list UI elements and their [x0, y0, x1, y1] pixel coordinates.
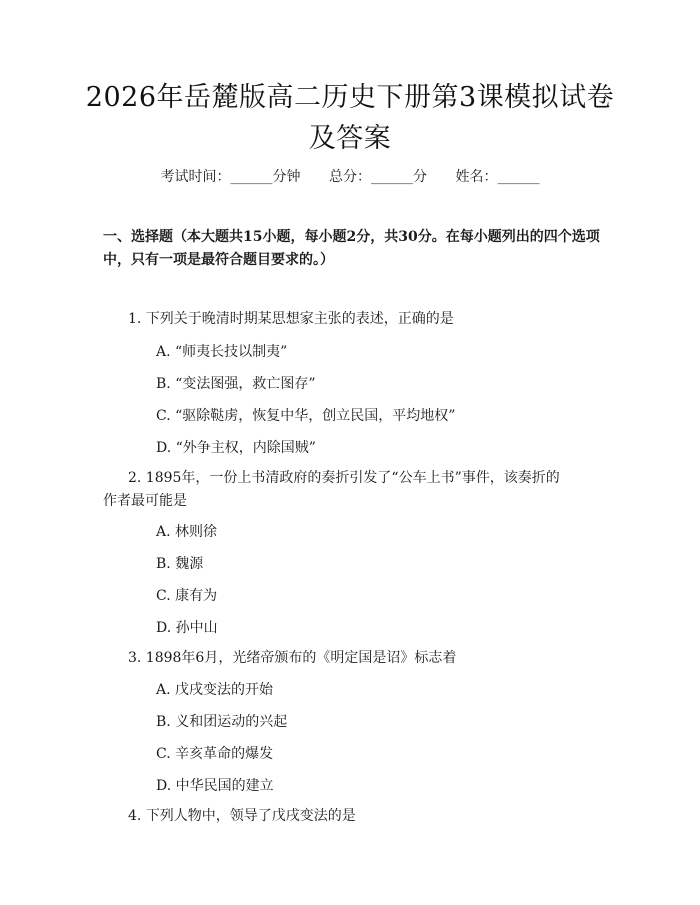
- section-heading: 一、选择题（本大题共15小题，每小题2分，共30分。在每小题列出的四个选项中，只有一项是最符合题目要求的。）: [103, 229, 600, 268]
- student-name-field: 姓名：______: [455, 169, 540, 185]
- question-3-option-c: C. 辛亥革命的爆发: [156, 746, 274, 762]
- question-3-option-b: B. 义和团运动的兴起: [156, 714, 288, 730]
- exam-time-field: 考试时间：______分钟: [160, 169, 301, 185]
- question-2-option-b: B. 魏源: [156, 556, 204, 572]
- question-1-option-d: D. “外争主权，内除国贼”: [156, 440, 316, 456]
- question-4-stem: 4. 下列人物中，领导了戊戌变法的是: [128, 808, 356, 824]
- exam-info: [0, 166, 700, 188]
- question-3-stem: 3. 1898年6月，光绪帝颁布的《明定国是诏》标志着: [128, 650, 457, 666]
- question-2-option-d: D. 孙中山: [156, 620, 218, 636]
- total-score-field: 总分：______分: [329, 169, 427, 185]
- document-title: 2026年岳麓版高二历史下册第3课模拟试卷: [85, 82, 615, 113]
- question-2-stem: 2. 1895年，一份上书清政府的奏折引发了“公车上书”事件，该奏折的作者最可能是: [103, 470, 560, 509]
- question-3-option-a: A. 戊戌变法的开始: [156, 682, 274, 698]
- question-1-option-b: B. “变法图强，救亡图存”: [156, 376, 316, 392]
- document-title-continued: 及答案: [308, 123, 392, 154]
- question-3-option-d: D. 中华民国的建立: [156, 778, 274, 794]
- question-2-option-c: C. 康有为: [156, 588, 218, 604]
- question-1-option-a: A. “师夷长技以制夷”: [156, 344, 288, 360]
- question-2-option-a: A. 林则徐: [156, 524, 218, 540]
- question-1-option-c: C. “驱除鞑虏，恢复中华，创立民国，平均地权”: [156, 408, 456, 424]
- question-1-stem: 1. 下列关于晚清时期某思想家主张的表述，正确的是: [128, 311, 454, 327]
